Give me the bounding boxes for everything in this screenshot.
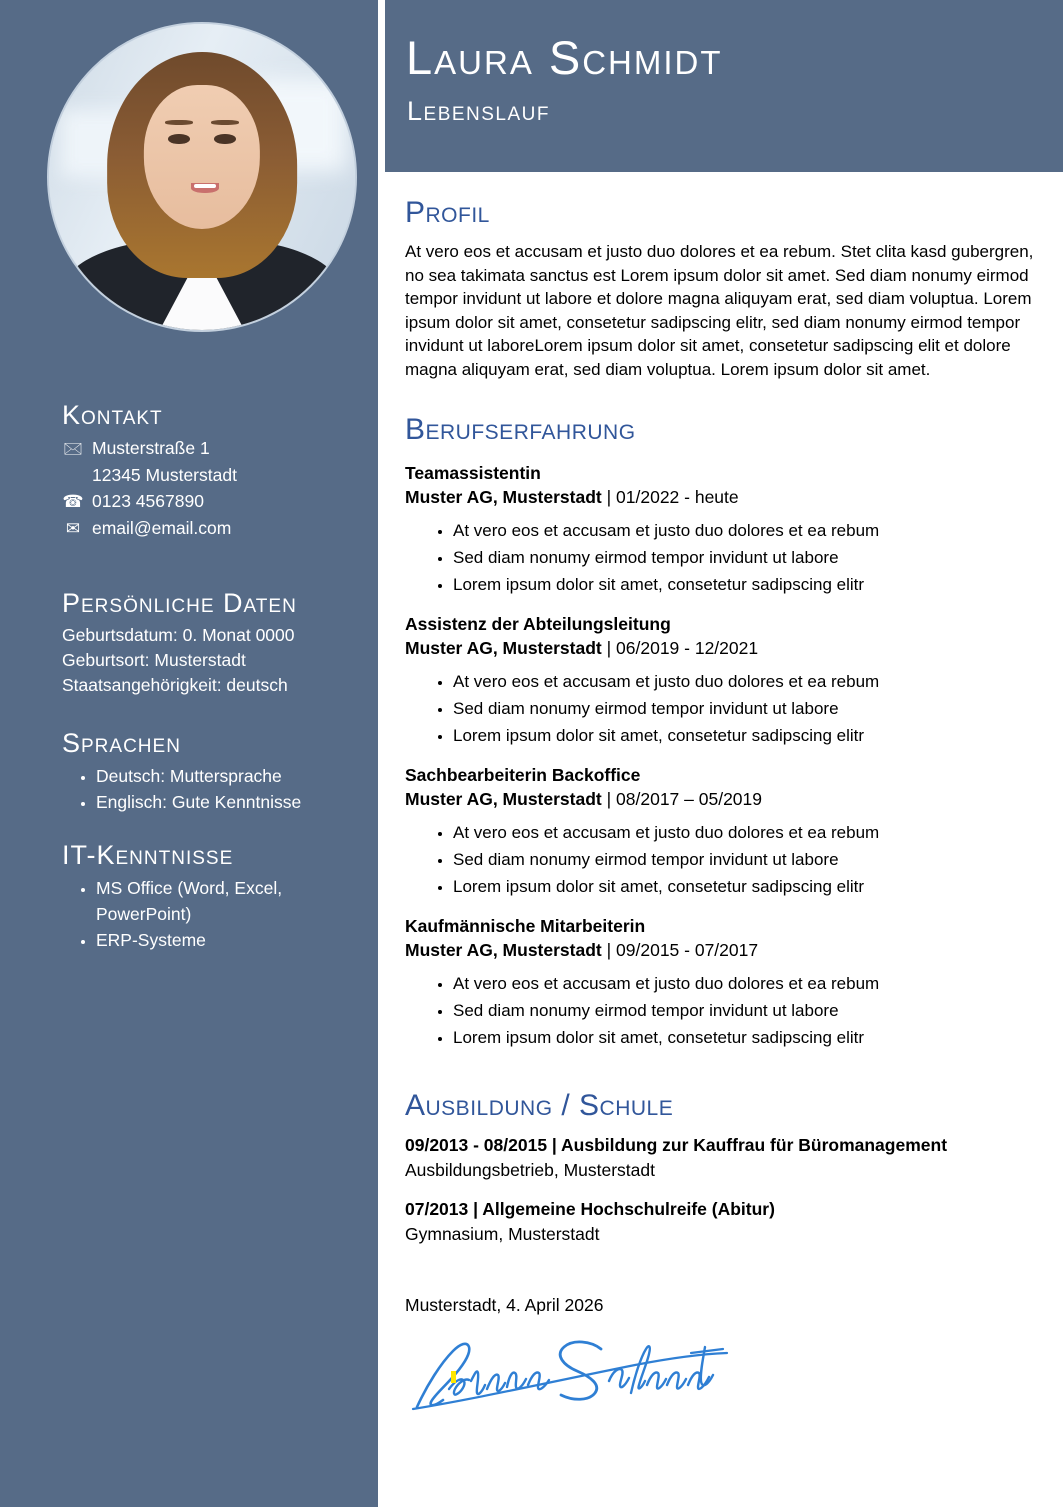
photo-face xyxy=(144,85,260,229)
contact-address-line2: 12345 Musterstadt xyxy=(92,465,237,485)
section-signature xyxy=(405,1293,1035,1415)
portrait-photo xyxy=(47,22,357,332)
signature-accent-mark xyxy=(451,1371,456,1383)
envelope-icon: ✉ xyxy=(65,519,81,538)
list-item: • Sed diam nonumy eirmod tempor invidunt ut labore xyxy=(453,695,1035,722)
avatar xyxy=(47,22,357,332)
list-item: • Deutsch: Muttersprache xyxy=(96,763,362,789)
job-title: Assistenz der Abteilungsleitung xyxy=(405,614,671,634)
job-period: 08/2017 – 05/2019 xyxy=(616,789,763,809)
job-bullets xyxy=(405,970,1035,1051)
list-item: • Englisch: Gute Kenntnisse xyxy=(96,789,362,815)
job-meta xyxy=(405,787,1035,811)
it-kenntnisse-heading: IT-Kenntnisse xyxy=(62,840,234,870)
photo-eye-left xyxy=(168,134,189,144)
job-period: 09/2015 - 07/2017 xyxy=(616,940,759,960)
job-company: Muster AG, Musterstadt xyxy=(405,638,602,658)
section-ausbildung xyxy=(405,1089,1035,1247)
job-entry xyxy=(405,763,1035,900)
section-sprachen xyxy=(62,728,362,815)
job-company: Muster AG, Musterstadt xyxy=(405,789,602,809)
photo-eyebrow-left xyxy=(165,120,193,125)
list-item: • Sed diam nonumy eirmod tempor invidunt ut labore xyxy=(453,997,1035,1024)
job-bullets xyxy=(405,668,1035,749)
address-card-icon: 🖂 xyxy=(63,439,83,458)
contact-phone: 0123 4567890 xyxy=(92,491,204,511)
list-item: • At vero eos et accusam et justo duo dolores et ea rebum xyxy=(453,668,1035,695)
personal-line: Geburtsort: Musterstadt xyxy=(62,650,246,670)
photo-eyebrow-right xyxy=(211,120,239,125)
job-separator: | xyxy=(601,789,617,809)
job-title: Teamassistentin xyxy=(405,463,541,483)
contact-address-line1: Musterstraße 1 xyxy=(92,438,210,458)
section-it-kenntnisse xyxy=(62,840,362,953)
education-institution: Gymnasium, Musterstadt xyxy=(405,1224,600,1244)
job-title: Sachbearbeiterin Backoffice xyxy=(405,765,641,785)
job-entry xyxy=(405,461,1035,598)
list-item: • MS Office (Word, Excel, PowerPoint) xyxy=(96,875,362,927)
education-entry xyxy=(405,1197,1035,1247)
job-bullets xyxy=(405,517,1035,598)
list-item: • Sed diam nonumy eirmod tempor invidunt ut labore xyxy=(453,846,1035,873)
sprachen-heading: Sprachen xyxy=(62,728,181,758)
contact-address-row xyxy=(62,435,362,462)
personal-line: Geburtsdatum: 0. Monat 0000 xyxy=(62,625,295,645)
job-company: Muster AG, Musterstadt xyxy=(405,940,602,960)
section-persoenliche-daten xyxy=(62,588,362,698)
telephone-icon: ☎ xyxy=(62,492,84,511)
list-item: • At vero eos et accusam et justo duo dolores et ea rebum xyxy=(453,517,1035,544)
education-institution: Ausbildungsbetrieb, Musterstadt xyxy=(405,1160,655,1180)
kontakt-heading: Kontakt xyxy=(62,400,163,430)
section-profil xyxy=(405,196,1035,381)
photo-eye-right xyxy=(214,134,235,144)
job-bullets xyxy=(405,819,1035,900)
sprachen-list xyxy=(62,763,362,815)
contact-phone-row xyxy=(62,488,362,515)
photo-teeth xyxy=(194,184,215,189)
job-separator: | xyxy=(601,487,617,507)
job-entry xyxy=(405,914,1035,1051)
personal-line: Staatsangehörigkeit: deutsch xyxy=(62,675,288,695)
ausbildung-heading: Ausbildung / Schule xyxy=(405,1089,674,1122)
job-period: 06/2019 - 12/2021 xyxy=(616,638,759,658)
section-kontakt xyxy=(62,400,362,542)
education-entry xyxy=(405,1133,1035,1183)
job-meta xyxy=(405,938,1035,962)
list-item: • Lorem ipsum dolor sit amet, consetetur sadipscing elitr xyxy=(453,571,1035,598)
main-content xyxy=(405,196,1035,1415)
contact-email[interactable]: email@email.com xyxy=(92,518,232,538)
list-item: • ERP-Systeme xyxy=(96,927,362,953)
list-item: • Lorem ipsum dolor sit amet, consetetur sadipscing elitr xyxy=(453,1024,1035,1051)
list-item: • Sed diam nonumy eirmod tempor invidunt ut labore xyxy=(453,544,1035,571)
job-meta xyxy=(405,485,1035,509)
job-entry xyxy=(405,612,1035,749)
list-item: • Lorem ipsum dolor sit amet, consetetur sadipscing elitr xyxy=(453,873,1035,900)
signature-image xyxy=(405,1323,735,1415)
education-title: 09/2013 - 08/2015 | Ausbildung zur Kauffrau für Büromanagement xyxy=(405,1135,948,1155)
job-separator: | xyxy=(601,638,617,658)
job-meta xyxy=(405,636,1035,660)
header-band xyxy=(385,0,1063,172)
profil-heading: Profil xyxy=(405,196,490,229)
profil-text: At vero eos et accusam et justo duo dolores et ea rebum. Stet clita kasd gubergren, no sea takimata sanctus est Lorem ipsum dolor sit amet. Sed diam nonumy eirmod tempor invidunt ut labore et dolore magna aliquyam erat, sed diam voluptua. Lorem ipsum dolor sit amet, consetetur sadipscing elitr, sed diam nonumy eirmod tempor invidunt ut laboreLorem ipsum dolor sit amet, consetetur sadipscing elit et dolore magna aliquyam erat, sed diam voluptua. Lorem ipsum dolor sit amet. xyxy=(405,242,1034,379)
job-title: Kaufmännische Mitarbeiterin xyxy=(405,916,646,936)
page-title: Laura Schmidt xyxy=(406,31,723,84)
contact-email-row[interactable] xyxy=(62,515,362,542)
education-title: 07/2013 | Allgemeine Hochschulreife (Abitur) xyxy=(405,1199,775,1219)
job-company: Muster AG, Musterstadt xyxy=(405,487,602,507)
sidebar xyxy=(0,0,378,1507)
list-item: • At vero eos et accusam et justo duo dolores et ea rebum xyxy=(453,819,1035,846)
persoenliche-daten-heading: Persönliche Daten xyxy=(62,588,297,618)
page-subtitle: Lebenslauf xyxy=(407,96,550,126)
list-item: • At vero eos et accusam et justo duo dolores et ea rebum xyxy=(453,970,1035,997)
job-period: 01/2022 - heute xyxy=(616,487,739,507)
signature-place-date: Musterstadt, 4. April 2026 xyxy=(405,1295,604,1315)
section-berufserfahrung xyxy=(405,413,1035,1051)
list-item: • Lorem ipsum dolor sit amet, consetetur sadipscing elitr xyxy=(453,722,1035,749)
it-kenntnisse-list xyxy=(62,875,362,953)
job-separator: | xyxy=(601,940,617,960)
berufserfahrung-heading: Berufserfahrung xyxy=(405,413,636,446)
